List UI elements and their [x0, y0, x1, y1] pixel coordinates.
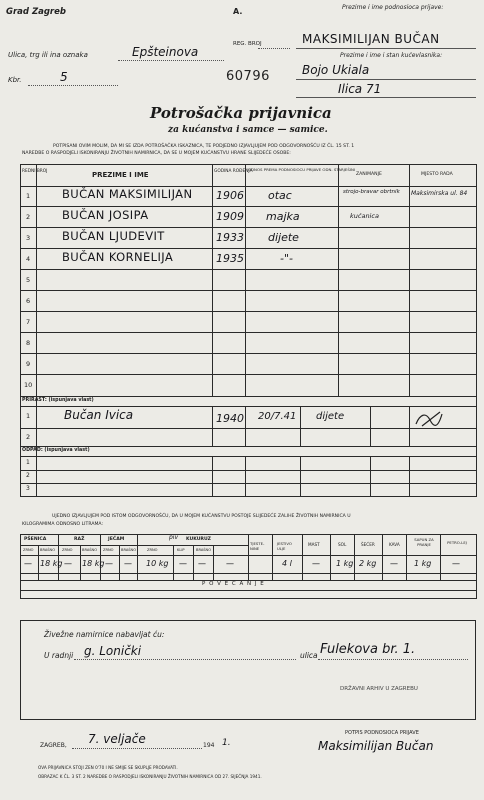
person-relation: majka — [266, 210, 300, 223]
arrival-row-number: 2 — [26, 433, 31, 441]
house-line — [28, 85, 118, 86]
place-label: ZAGREB, — [40, 742, 67, 749]
signature-label: POTPIS PODNOSIOCA PRIJAVE — [345, 730, 419, 736]
official-signature-mark — [412, 408, 448, 430]
archive-stamp: DRŽAVNI ARHIV U ZAGREBU — [340, 686, 418, 692]
person-workplace: Maksimirska ul. 84 — [411, 190, 468, 197]
person-relation: dijete — [268, 231, 299, 244]
stock-subheader: BRAŠNO — [82, 548, 98, 552]
shop-value: g. Lonički — [84, 644, 142, 658]
person-year: 1906 — [216, 189, 244, 202]
stock-value: — — [105, 559, 113, 568]
person-year: 1909 — [216, 210, 244, 223]
residence-line-b — [296, 97, 476, 98]
intro-line2: NAREDBE O RASPODJELI ISKONIRANJU ŽIVOTNIH NAMIRNICA, DA SE U MOJEM KUĆANSTVU HRANE SLIJEDEĆE OSOBE: — [22, 151, 291, 156]
arrival-row-number: 1 — [26, 412, 31, 420]
stock-subheader: KLIP — [177, 548, 185, 552]
supply-street-line — [318, 659, 468, 660]
stock-intro2: KILOGRAMIMA ODNOSNO LITRAMA: — [22, 522, 104, 527]
person-year: 1933 — [216, 231, 244, 244]
price-note: OVA PRIJAVNICA STOJI ZEN 0'70 I NE SMIJE SE SKUPLJE PRODAVATI. — [38, 765, 178, 770]
stock-group-header: ŠEĆER — [361, 542, 375, 547]
col-occupation-header: ZANIMANJE — [356, 172, 382, 177]
shop-label: U radnji — [44, 651, 74, 660]
row-number: 1 — [26, 192, 31, 200]
stock-value: — — [226, 559, 234, 568]
date-line — [72, 748, 202, 749]
row-number: 2 — [26, 213, 31, 221]
stock-group-header: JESTIVO ULJE — [277, 541, 292, 551]
year-label: 194 — [203, 742, 215, 749]
stock-value: — — [64, 559, 72, 568]
house-value: 5 — [60, 70, 68, 84]
person-year: 1935 — [216, 252, 244, 265]
supply-street-value: Fulekova br. 1. — [320, 642, 416, 657]
col-relation-header: ODNOS PREMA PODNOSIOCU PRIJAVE ODN. STARJEŠINI — [248, 167, 356, 172]
residence-line1: Bojo Ukiala — [302, 63, 370, 77]
stock-value: — — [179, 559, 187, 568]
page-subtitle: za kućanstva i samce — samice. — [168, 125, 328, 135]
stock-group-header: JEČAM — [108, 537, 125, 542]
reg-number: 60796 — [226, 69, 270, 84]
stock-value: 4 l — [282, 559, 292, 568]
person-name: BUČAN JOSIPA — [62, 208, 149, 222]
departure-row-number: 3 — [26, 485, 30, 492]
stock-value: — — [198, 559, 206, 568]
page-title: Potrošačka prijavnica — [150, 104, 332, 122]
person-relation: otac — [268, 189, 292, 202]
city-label: Grad Zagreb — [6, 7, 66, 17]
form-reference-note: OBRAZAC K ČL. 3 ST. 2 NAREDBE O RASPODJELI ISKONIRANJU ŽIVOTNIH NAMIRNICA OD 27. SIJEČNJA 1941. — [38, 774, 262, 779]
stock-group-header: PETRO-LEJ — [447, 540, 467, 545]
stock-intro1: UJEDNO IZJAVLJUJEM POD ISTOM ODGOVORNOŠĆU, DA U MOJEM KUĆANSTVU POSTOJE SLIJEDEĆE ZALIHE ŽIVOTNIH NAMIRNICA U — [52, 514, 351, 519]
stock-value: — — [312, 559, 320, 568]
residence-line2: Ilica 71 — [338, 82, 382, 96]
person-relation: -"- — [280, 252, 293, 265]
stock-group-header: PŠENICA — [24, 537, 47, 542]
stock-value: — — [24, 559, 32, 568]
col-name-header: PREZIME I IME — [92, 171, 149, 179]
stock-group-header: RAŽ — [74, 537, 85, 542]
arrival-relation: dijete — [316, 411, 345, 422]
reg-label: REG. BROJ — [233, 41, 262, 47]
stock-value: 2 kg — [359, 559, 377, 568]
stock-value: — — [452, 559, 460, 568]
arrival-name: Bučan Ivica — [64, 408, 134, 422]
col-no-header: REDNI BROJ — [22, 169, 48, 174]
stock-group-header: KUKURUZ — [186, 537, 212, 542]
intro-line1: POTPISANI OVIM MOLIM, DA MI SE IZDA POTROŠAČKA ISKAZNICA, TE PODJEDNO IZJAVLJUJEM POD ODGOVORNOŠĆU IZ ČL. 15 ST. 1 — [53, 144, 355, 149]
arrival-label: PRIRAST: (ispunjava vlast) — [22, 398, 94, 403]
stock-value: 18 kg — [82, 559, 105, 568]
departure-label: ODPAD: (ispunjava vlast) — [22, 448, 90, 453]
row-number: 5 — [26, 276, 31, 284]
row-number: 3 — [26, 234, 31, 242]
street-value: Epšteinova — [132, 45, 199, 59]
residence-line-a — [296, 79, 476, 80]
col-workplace-header: MJESTO RADA — [421, 172, 453, 177]
stock-value: 1 kg — [336, 559, 354, 568]
applicant-value: MAKSIMILIJAN BUČAN — [302, 32, 440, 46]
stock-subheader: ZRNO — [62, 548, 73, 552]
person-name: BUČAN LJUDEVIT — [62, 229, 165, 243]
stock-subheader: BRAŠNO — [121, 548, 137, 552]
person-name: BUČAN MAKSIMILIJAN — [62, 187, 193, 201]
stock-group-header: SOL — [338, 542, 347, 547]
person-occupation: strojo-bravar obrtnik — [343, 189, 400, 195]
stock-subheader: ZRNO — [147, 548, 158, 552]
reg-line — [258, 48, 290, 49]
date-value: 7. veljače — [88, 732, 146, 746]
stock-subheader: BRAŠNO — [40, 548, 56, 552]
residence-label: Prezime i ime i stan kućevlasnika: — [340, 52, 443, 59]
row-number: 7 — [26, 318, 31, 326]
stock-group-header: SAPUN ZA PRANJE — [414, 537, 434, 547]
person-name: BUČAN KORNELIJA — [62, 250, 174, 264]
shop-line — [74, 659, 296, 660]
street-line — [118, 60, 224, 61]
stock-value: 18 kg — [40, 559, 63, 568]
departure-row-number: 1 — [26, 459, 30, 466]
person-occupation: kućanica — [350, 212, 379, 220]
stock-value: 1 kg — [414, 559, 432, 568]
row-number: 9 — [26, 360, 31, 368]
year-value: 1. — [222, 738, 231, 748]
stock-increase-label: P O V E Ć A N J E — [202, 581, 265, 587]
stock-group-header: KAVA — [389, 542, 400, 547]
stock-value: — — [390, 559, 398, 568]
form-letter: A. — [233, 7, 243, 16]
row-number: 10 — [24, 381, 33, 389]
stock-value: 10 kg — [146, 559, 169, 568]
stock-kukuruz-note: piv — [169, 534, 179, 541]
house-label: Kbr. — [8, 76, 22, 84]
supply-line1: Živežne namirnice nabavljat ću: — [44, 630, 165, 639]
supply-street-label: ulica — [300, 651, 318, 660]
street-label: Ulica, trg ili ina oznaka — [8, 51, 88, 59]
arrival-date: 20/7.41 — [258, 411, 297, 422]
applicant-signature: Maksimilijan Bučan — [318, 739, 434, 753]
arrival-year: 1940 — [216, 412, 244, 425]
stock-value: — — [124, 559, 132, 568]
col-year-header: GODINA ROĐENJA — [214, 169, 253, 174]
stock-subheader: BRAŠNO — [196, 548, 212, 552]
stock-subheader: ZRNO — [23, 548, 34, 552]
row-number: 4 — [26, 255, 31, 263]
stock-subheader: ZRNO — [103, 548, 114, 552]
stock-group-header: MAST — [308, 542, 320, 547]
applicant-label: Prezime i ime podnosioca prijave: — [342, 4, 444, 11]
departure-row-number: 2 — [26, 472, 30, 479]
row-number: 8 — [26, 339, 31, 347]
row-number: 6 — [26, 297, 31, 305]
applicant-line — [296, 48, 476, 49]
stock-group-header: TJESTE-NINE — [250, 541, 265, 551]
